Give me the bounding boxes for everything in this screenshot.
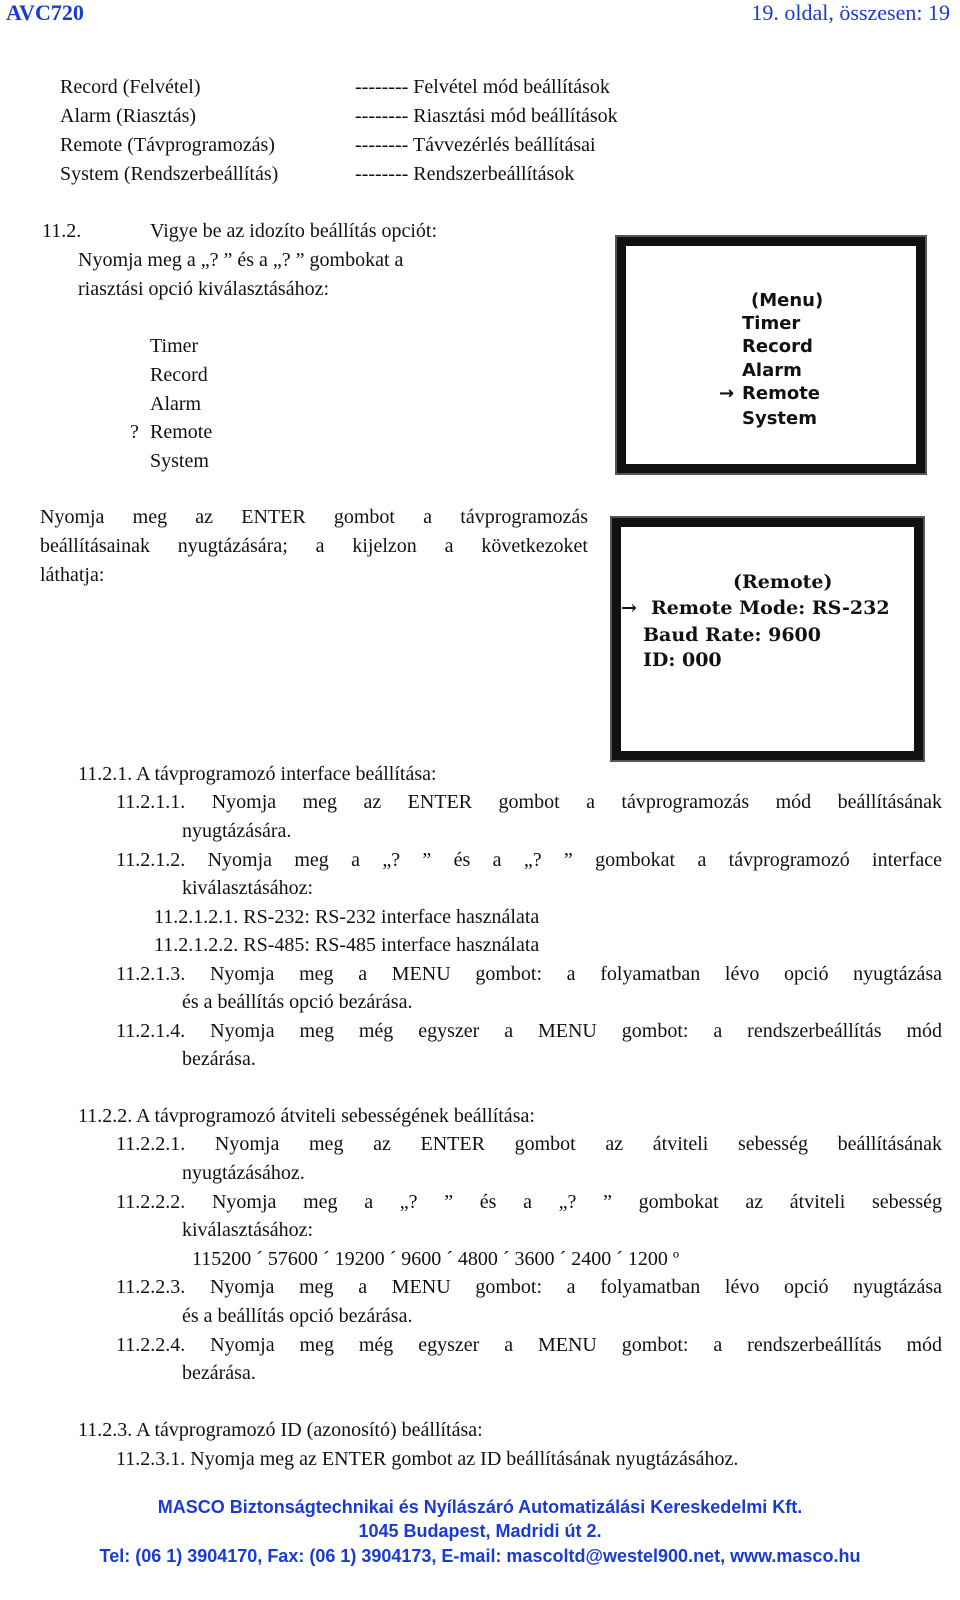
remote-screen-title: (Remote) xyxy=(733,571,833,593)
menu-screen xyxy=(617,237,925,473)
id-line: ID: 000 xyxy=(643,649,722,671)
menu-item-system-desc: -------- Rendszerbeállítások xyxy=(355,163,575,185)
document-code: AVC720 xyxy=(6,0,84,25)
menu-screen-item-timer: Timer xyxy=(742,313,801,334)
enter-instruction-line2: beállításainak nyugtázására; a kijelzon a következoket xyxy=(40,535,588,557)
menu-item-alarm-name: Alarm (Riasztás) xyxy=(60,105,197,127)
menu-item-alarm-desc: -------- Riasztási mód beállítások xyxy=(355,105,618,127)
step-11-2-1-1-a: 11.2.1.1. Nyomja meg az ENTER gombot a távprogramozás mód beállításának xyxy=(116,791,942,813)
section-11-2-title: Vigye be az idozíto beállítás opciót: xyxy=(150,220,438,242)
menu-screen-title: (Menu) xyxy=(751,290,824,311)
menu-screen-item-record: Record xyxy=(742,336,813,357)
remote-mode-line: Remote Mode: RS-232 xyxy=(651,597,890,619)
step-11-2-1-4-a: 11.2.1.4. Nyomja meg még egyszer a MENU gombot: a rendszerbeállítás mód xyxy=(116,1020,942,1042)
option-alarm: Alarm xyxy=(150,393,202,415)
menu-item-record-desc: -------- Felvétel mód beállítások xyxy=(355,76,610,98)
section-11-2-3-title: 11.2.3. A távprogramozó ID (azonosító) beállítása: xyxy=(78,1419,483,1441)
selection-marker: ? xyxy=(130,421,139,443)
footer-contact: Tel: (06 1) 3904170, Fax: (06 1) 3904173, E-mail: mascoltd@westel900.net, www.masco.hu xyxy=(99,1546,861,1566)
step-11-2-2-3-a: 11.2.2.3. Nyomja meg a MENU gombot: a folyamatban lévo opció nyugtázása xyxy=(116,1276,942,1298)
step-11-2-1-2-b: kiválasztásához: xyxy=(182,877,314,899)
section-11-2-1-title: 11.2.1. A távprogramozó interface beállítása: xyxy=(78,763,437,785)
step-11-2-2-2-b: kiválasztásához: xyxy=(182,1219,314,1241)
option-record: Record xyxy=(150,364,208,386)
arrow-right-icon: → xyxy=(719,383,735,404)
section-11-2-2-title: 11.2.2. A távprogramozó átviteli sebességének beállítása: xyxy=(78,1105,535,1127)
step-11-2-2-1-b: nyugtázásához. xyxy=(182,1162,305,1184)
option-rs232: 11.2.1.2.1. RS-232: RS-232 interface használata xyxy=(154,906,540,928)
step-11-2-1-3-a: 11.2.1.3. Nyomja meg a MENU gombot: a folyamatban lévo opció nyugtázása xyxy=(116,963,942,985)
option-timer: Timer xyxy=(150,335,199,357)
step-11-2-3-1: 11.2.3.1. Nyomja meg az ENTER gombot az ID beállításának nyugtázásához. xyxy=(116,1448,739,1470)
enter-instruction-line1: Nyomja meg az ENTER gombot a távprogramozás xyxy=(40,506,588,528)
enter-instruction-line3: láthatja: xyxy=(40,564,105,586)
baud-rate-options: 115200 ´ 57600 ´ 19200 ´ 9600 ´ 4800 ´ 3600 ´ 2400 ´ 1200 º xyxy=(192,1248,680,1270)
menu-screen-item-remote: Remote xyxy=(742,383,821,404)
step-11-2-2-4-b: bezárása. xyxy=(182,1362,256,1384)
step-11-2-1-2-a: 11.2.1.2. Nyomja meg a „? ” és a „? ” gombokat a távprogramozó interface xyxy=(116,849,942,871)
section-11-2-line3: riasztási opció kiválasztásához: xyxy=(78,278,330,300)
section-11-2-number: 11.2. xyxy=(42,220,82,242)
step-11-2-1-1-b: nyugtázására. xyxy=(182,820,292,842)
menu-item-system-name: System (Rendszerbeállítás) xyxy=(60,163,279,185)
menu-item-remote-desc: -------- Távvezérlés beállításai xyxy=(355,134,596,156)
arrow-right-icon: → xyxy=(621,597,637,619)
remote-screen xyxy=(612,518,923,760)
step-11-2-2-1-a: 11.2.2.1. Nyomja meg az ENTER gombot az átviteli sebesség beállításának xyxy=(116,1133,942,1155)
step-11-2-1-4-b: bezárása. xyxy=(182,1048,256,1070)
menu-item-record-name: Record (Felvétel) xyxy=(60,76,201,98)
option-rs485: 11.2.1.2.2. RS-485: RS-485 interface használata xyxy=(154,934,540,956)
footer-address: 1045 Budapest, Madridi út 2. xyxy=(358,1521,602,1541)
step-11-2-2-2-a: 11.2.2.2. Nyomja meg a „? ” és a „? ” gombokat az átviteli sebesség xyxy=(116,1191,942,1213)
page-number: 19. oldal, összesen: 19 xyxy=(751,0,950,25)
option-system: System xyxy=(150,450,209,472)
option-remote: Remote xyxy=(150,421,213,443)
footer-company: MASCO Biztonságtechnikai és Nyílászáró Automatizálási Kereskedelmi Kft. xyxy=(157,1497,803,1517)
menu-screen-item-alarm: Alarm xyxy=(742,360,802,381)
section-11-2-line2: Nyomja meg a „? ” és a „? ” gombokat a xyxy=(78,249,404,271)
menu-item-remote-name: Remote (Távprogramozás) xyxy=(60,134,275,156)
step-11-2-2-3-b: és a beállítás opció bezárása. xyxy=(182,1305,413,1327)
step-11-2-2-4-a: 11.2.2.4. Nyomja meg még egyszer a MENU gombot: a rendszerbeállítás mód xyxy=(116,1334,942,1356)
baud-rate-line: Baud Rate: 9600 xyxy=(643,624,821,646)
step-11-2-1-3-b: és a beállítás opció bezárása. xyxy=(182,991,413,1013)
menu-screen-item-system: System xyxy=(742,408,817,429)
